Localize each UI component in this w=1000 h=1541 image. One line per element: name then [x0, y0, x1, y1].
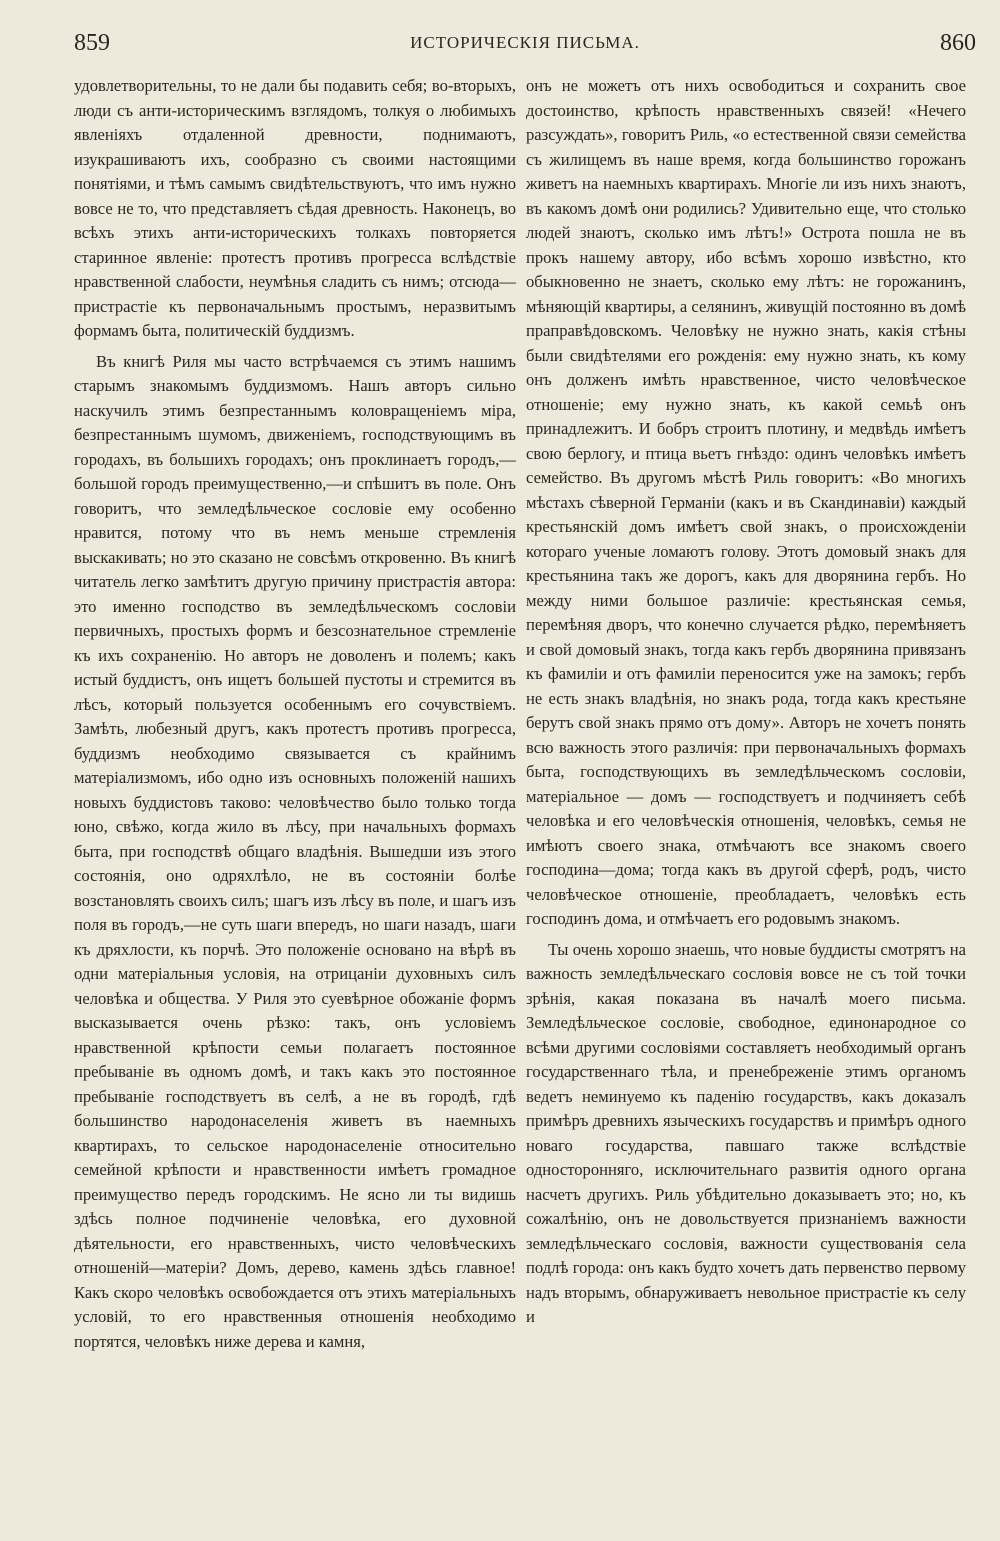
left-column	[74, 74, 516, 1360]
paragraph: Ты очень хорошо знаешь, что новые буддисты смотрятъ на важность земледѣльческаго сословія вовсе не съ той точки зрѣнія, какая показана въ началѣ моего письма. Земледѣльческое сословіе, свободное, единонародное со всѣми другими сословіями составляетъ необходимый органъ государственнаго тѣла, и пренебреженіе этимъ органомъ ведетъ неминуемо къ паденію государствъ, какъ доказалъ примѣръ древнихъ языческихъ государствъ и примѣръ одного новаго государства, павшаго также вслѣдствіе односторонняго, исключительнаго развитія одного органа насчетъ другихъ. Риль убѣдительно доказываетъ это; но, къ сожалѣнію, онъ не довольствуется признаніемъ важности земледѣльческаго сословія, важности существованія села подлѣ города: онъ какъ будто хочетъ дать первенство первому надъ вторымъ, обнаруживаетъ невольное пристрастіе къ селу и	[526, 939, 966, 1326]
running-title: ИСТОРИЧЕСКІЯ ПИСЬМА.	[410, 33, 640, 52]
page-header	[74, 26, 976, 62]
right-column	[526, 74, 966, 1336]
paragraph: онъ не можетъ отъ нихъ освободиться и сохранить свое достоинство, крѣпость нравственныхъ связей! «Нечего разсуждать», говоритъ Риль, «о естественной связи семейства съ жилищемъ въ наше время, когда большинство горожанъ живетъ на наемныхъ квартирахъ. Многіе ли изъ нихъ знаютъ, въ какомъ домѣ они родились? Удивительно еще, что столько людей знаютъ, сколько имъ лѣтъ!» Острота пошла не въ прокъ нашему автору, ибо всѣмъ хорошо извѣстно, кто обыкновенно не знаетъ, сколько ему лѣтъ: не горожанинъ, мѣняющій квартиры, а селянинъ, живущій постоянно въ домѣ праправѣдовскомъ. Человѣку не нужно знать, какія стѣны были свидѣтелями его рожденія: ему нужно знать, къ кому онъ долженъ имѣть нравственное, чисто человѣческое отношеніе; ему нужно знать, къ какой семьѣ онъ принадлежитъ. И бобръ строитъ плотину, и медвѣдь имѣетъ свою берлогу, и птица вьетъ гнѣздо: одинъ человѣкъ имѣетъ семейство. Въ другомъ мѣстѣ Риль говоритъ: «Во многихъ мѣстахъ сѣверной Германіи (какъ и въ Скандинавіи) каждый крестьянскій домъ имѣетъ свой знакъ, о происхожденіи котораго ученые ломаютъ голову. Этотъ домовый знакъ для крестьянина такъ же дорогъ, какъ для дворянина гербъ. Но между ними большое различіе: крестьянская семья, перемѣняя дворъ, что конечно случается рѣдко, перемѣняетъ и свой домовый знакъ, тогда какъ гербъ дворянина привязанъ къ фамиліи и отъ фамиліи переносится уже на замокъ; гербъ не есть знакъ владѣнія, но знакъ рода, тогда какъ крестьяне берутъ свой знакъ прямо отъ дому». Авторъ не хочетъ понять всю важность этого различія: при первоначальныхъ формахъ быта, господствующихъ въ земледѣльческомъ сословіи, матеріальное — домъ — господствуетъ и подчиняетъ себѣ человѣка и его человѣческія отношенія, человѣкъ, семья не имѣютъ своего знака, отмѣчаютъ все знакомъ своего господина—дома; тогда какъ въ другой сферѣ, родъ, чисто человѣческое отношеніе, преобладаетъ, человѣкъ есть господинъ дома, и отмѣчаетъ его родовымъ знакомъ.	[526, 76, 966, 928]
paragraph: Въ книгѣ Риля мы часто встрѣчаемся съ этимъ нашимъ старымъ знакомымъ буддизмомъ. Нашъ авторъ сильно наскучилъ этимъ безпрестаннымъ коловращеніемъ міра, безпрестаннымъ шумомъ, движеніемъ, господствующимъ въ городахъ, въ большихъ городахъ; онъ проклинаетъ городъ,—большой городъ преимущественно,—и спѣшитъ въ поле. Онъ говоритъ, что земледѣльческое сословіе ему особенно нравится, потому что въ немъ меньше стремленія выскакивать; но это сказано не совсѣмъ откровенно. Въ книгѣ читатель легко замѣтитъ другую причину пристрастія автора: это именно господство въ земледѣльческомъ сословіи первичныхъ, простыхъ формъ и безсознательное стремленіе къ ихъ сохраненію. Но авторъ не доволенъ и полемъ; какъ истый буддистъ, онъ ищетъ большей пустоты и стремится въ лѣсъ, который пользуется особеннымъ его сочувствіемъ. Замѣть, любезный другъ, какъ протестъ противъ прогресса, буддизмъ необходимо связывается съ крайнимъ матеріализмомъ, ибо одно изъ основныхъ положеній нашихъ новыхъ буддистовъ таково: человѣчество было только тогда юно, свѣжо, когда жило въ лѣсу, при начальныхъ формахъ быта, при господствѣ общаго владѣнія. Вышедши изъ этого состоянія, оно одряхлѣло, не въ состояніи болѣе возстановлять своихъ силъ; шагъ изъ лѣсу въ поле, и шагъ изъ поля въ городъ,—не суть шаги впередъ, но шаги назадъ, шаги къ дряхлости, къ порчѣ. Это положеніе основано на вѣрѣ въ одни матеріальныя условія, на отрицаніи духовныхъ силъ человѣка и общества. У Риля это суевѣрное обожаніе формъ высказывается очень рѣзко: такъ, онъ условіемъ нравственной крѣпости семьи полагаетъ постоянное пребываніе въ одномъ домѣ, и такъ какъ это постоянное пребываніе господствуетъ въ селѣ, а не въ городѣ, гдѣ большинство народонаселенія живетъ въ наемныхъ квартирахъ, то сельское народонаселеніе относительно семейной крѣпости и нравственности имѣетъ громадное преимущество передъ городскимъ. Не ясно ли ты видишь здѣсь полное подчиненіе человѣка, его духовной дѣятельности, его нравственныхъ, чисто человѣческихъ отношеній—матеріи? Домъ, дерево, камень здѣсь главное! Какъ скоро человѣкъ освобождается отъ этихъ матеріальныхъ условій, то его нравственныя отношенія необходимо портятся, человѣкъ ниже дерева и камня,	[74, 351, 516, 1351]
paragraph: удовлетворительны, то не дали бы подавить себя; во-вторыхъ, люди съ анти-историческимъ взглядомъ, толкуя о любимыхъ явленіяхъ отдаленной древности, поднимаютъ, изукрашиваютъ ихъ, сообразно съ своими настоящими понятіями, и тѣмъ самымъ свидѣтельствуютъ, что имъ нужно вовсе не то, что представляетъ сѣдая древность. Наконецъ, во всѣхъ этихъ анти-историческихъ толкахъ повторяется старинное явленіе: протестъ противъ прогресса вслѣдствіе нравственной слабости, неумѣнья сладить съ нимъ; отсюда—пристрастіе къ первоначальнымъ простымъ, неразвитымъ формамъ быта, политическій буддизмъ.	[74, 76, 516, 340]
page-number-right: 860	[940, 30, 976, 56]
page-number-left: 859	[74, 30, 110, 56]
